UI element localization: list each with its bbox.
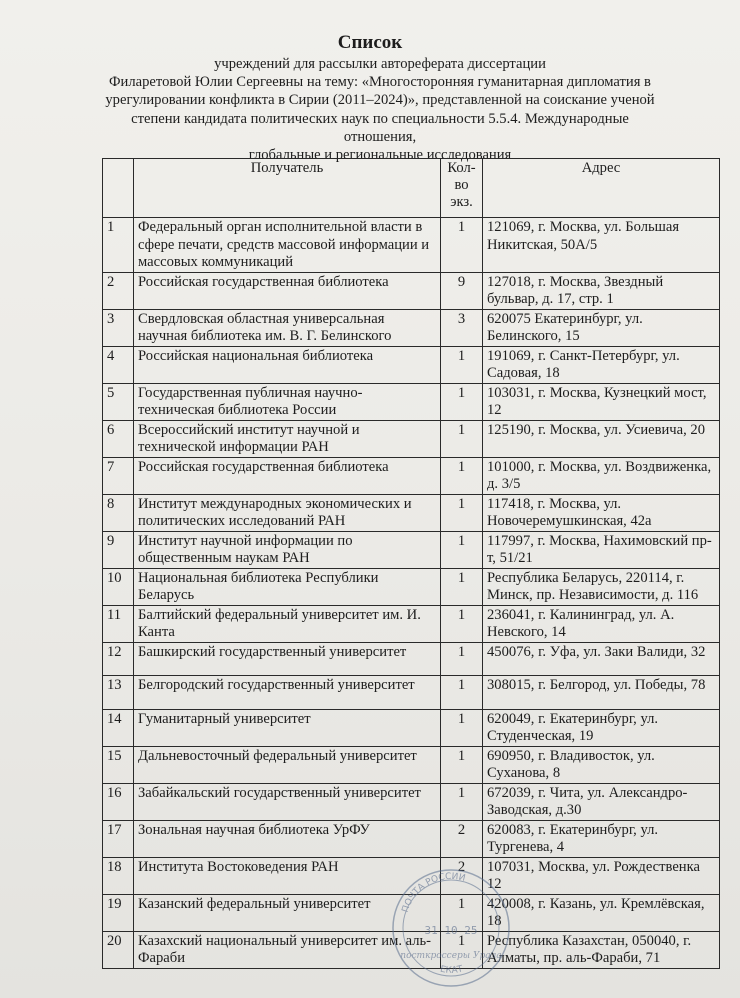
row-quantity: 2: [441, 820, 483, 857]
row-address: 690950, г. Владивосток, ул. Суханова, 8: [483, 746, 720, 783]
row-number: 12: [103, 642, 134, 676]
row-quantity: 1: [441, 457, 483, 494]
table-row: [103, 676, 720, 710]
row-address: 620049, г. Екатеринбург, ул. Студенческая, 19: [483, 709, 720, 746]
row-quantity: 1: [441, 931, 483, 968]
row-recipient: Белгородский государственный университет: [134, 676, 441, 710]
svg-text:ПОЧТА РОССИИ: [401, 872, 467, 914]
row-address: 121069, г. Москва, ул. Большая Никитская, 50А/5: [483, 218, 720, 273]
row-quantity: 1: [441, 494, 483, 531]
row-number: 18: [103, 857, 134, 894]
header-number: [103, 159, 134, 218]
row-quantity: 1: [441, 531, 483, 568]
row-recipient: Российская государственная библиотека: [134, 272, 441, 309]
table-row: [103, 746, 720, 783]
row-quantity: 1: [441, 420, 483, 457]
row-quantity: 1: [441, 346, 483, 383]
postal-stamp: [386, 862, 516, 992]
row-quantity: 9: [441, 272, 483, 309]
row-quantity: 1: [441, 676, 483, 710]
header-quantity: Кол-во экз.: [441, 159, 483, 218]
row-recipient: Государственная публичная научно-техническая библиотека России: [134, 383, 441, 420]
row-address: 117418, г. Москва, ул. Новочеремушкинская, 42а: [483, 494, 720, 531]
row-recipient: Федеральный орган исполнительной власти в сфере печати, средств массовой информации и массовых коммуникаций: [134, 218, 441, 273]
stamp-top-text: ПОЧТА РОССИИ: [400, 871, 467, 914]
row-number: 10: [103, 568, 134, 605]
row-recipient: Институт научной информации по общественным наукам РАН: [134, 531, 441, 568]
row-quantity: 2: [441, 857, 483, 894]
stamp-bottom-text: ЕКАТ: [439, 964, 464, 976]
row-recipient: Зональная научная библиотека УрФУ: [134, 820, 441, 857]
row-address: 101000, г. Москва, ул. Воздвиженка, д. 3/5: [483, 457, 720, 494]
table-row: [103, 309, 720, 346]
row-recipient: Дальневосточный федеральный университет: [134, 746, 441, 783]
row-number: 16: [103, 783, 134, 820]
document-subtitle: [100, 55, 660, 164]
table-row: [103, 568, 720, 605]
table-row: [103, 531, 720, 568]
row-recipient: Казанский федеральный университет: [134, 894, 441, 931]
row-recipient: Гуманитарный университет: [134, 709, 441, 746]
header-address: Адрес: [483, 159, 720, 218]
table-row: [103, 820, 720, 857]
row-address: 236041, г. Калининград, ул. А. Невского, 14: [483, 605, 720, 642]
row-address: Республика Казахстан, 050040, г. Алматы, пр. аль-Фараби, 71: [483, 931, 720, 968]
row-address: 125190, г. Москва, ул. Усиевича, 20: [483, 420, 720, 457]
row-quantity: 1: [441, 746, 483, 783]
row-address: 620075 Екатеринбург, ул. Белинского, 15: [483, 309, 720, 346]
row-recipient: Российская государственная библиотека: [134, 457, 441, 494]
row-recipient: Казахский национальный университет им. аль-Фараби: [134, 931, 441, 968]
subtitle-line: урегулировании конфликта в Сирии (2011–2024)», представленной на соискание ученой: [105, 92, 655, 109]
row-address: 450076, г. Уфа, ул. Заки Валиди, 32: [483, 642, 720, 676]
row-number: 20: [103, 931, 134, 968]
row-recipient: Национальная библиотека Республики Беларусь: [134, 568, 441, 605]
table-row: [103, 346, 720, 383]
row-address: 191069, г. Санкт-Петербург, ул. Садовая, 18: [483, 346, 720, 383]
row-number: 11: [103, 605, 134, 642]
subtitle-line: степени кандидата политических наук по специальности 5.5.4. Международные отношения,: [131, 110, 629, 145]
row-number: 17: [103, 820, 134, 857]
row-address: 107031, Москва, ул. Рождественка 12: [483, 857, 720, 894]
row-number: 7: [103, 457, 134, 494]
row-number: 19: [103, 894, 134, 931]
row-address: 127018, г. Москва, Звездный бульвар, д. 17, стр. 1: [483, 272, 720, 309]
row-quantity: 1: [441, 605, 483, 642]
row-address: 672039, г. Чита, ул. Александро-Заводская, д.30: [483, 783, 720, 820]
row-number: 3: [103, 309, 134, 346]
subtitle-line: учреждений для рассылки автореферата диссертации: [214, 56, 546, 72]
document-title: Список: [337, 32, 403, 53]
row-recipient: Всероссийский институт научной и технической информации РАН: [134, 420, 441, 457]
row-recipient: Института Востоковедения РАН: [134, 857, 441, 894]
recipients-table: [102, 158, 720, 969]
row-number: 15: [103, 746, 134, 783]
row-address: 308015, г. Белгород, ул. Победы, 78: [483, 676, 720, 710]
row-recipient: Свердловская областная универсальная научная библиотека им. В. Г. Белинского: [134, 309, 441, 346]
table-row: [103, 420, 720, 457]
row-number: 5: [103, 383, 134, 420]
subtitle-line: Филаретовой Юлии Сергеевны на тему: «Многосторонняя гуманитарная дипломатия в: [109, 74, 651, 91]
row-recipient: Институт международных экономических и политических исследований РАН: [134, 494, 441, 531]
table-header-row: [103, 159, 720, 218]
row-address: 420008, г. Казань, ул. Кремлёвская, 18: [483, 894, 720, 931]
table-row: [103, 457, 720, 494]
table-row: [103, 218, 720, 273]
row-address: 620083, г. Екатеринбург, ул. Тургенева, 4: [483, 820, 720, 857]
stamp-middle-text: посткроссеры Урала: [400, 951, 502, 961]
row-quantity: 1: [441, 894, 483, 931]
row-number: 1: [103, 218, 134, 273]
row-quantity: 1: [441, 642, 483, 676]
table-row: [103, 709, 720, 746]
table-row: [103, 494, 720, 531]
row-recipient: Башкирский государственный университет: [134, 642, 441, 676]
row-recipient: Балтийский федеральный университет им. И. Канта: [134, 605, 441, 642]
subtitle-line: глобальные и региональные исследования: [248, 147, 512, 164]
row-number: 13: [103, 676, 134, 710]
table-row: [103, 783, 720, 820]
row-number: 4: [103, 346, 134, 383]
row-address: 117997, г. Москва, Нахимовский пр-т, 51/21: [483, 531, 720, 568]
row-number: 9: [103, 531, 134, 568]
table-row: [103, 642, 720, 676]
row-number: 2: [103, 272, 134, 309]
header-recipient: Получатель: [134, 159, 441, 218]
row-quantity: 3: [441, 309, 483, 346]
row-recipient: Забайкальский государственный университет: [134, 783, 441, 820]
stamp-date: 31 10 25: [424, 924, 478, 937]
row-quantity: 1: [441, 783, 483, 820]
row-address: 103031, г. Москва, Кузнецкий мост, 12: [483, 383, 720, 420]
table-row: [103, 383, 720, 420]
table-body: [103, 218, 720, 969]
row-quantity: 1: [441, 383, 483, 420]
row-quantity: 1: [441, 218, 483, 273]
row-number: 14: [103, 709, 134, 746]
row-recipient: Российская национальная библиотека: [134, 346, 441, 383]
table-row: [103, 605, 720, 642]
row-quantity: 1: [441, 709, 483, 746]
row-number: 8: [103, 494, 134, 531]
svg-text:ЕКАТ: [439, 964, 464, 976]
row-quantity: 1: [441, 568, 483, 605]
table-row: [103, 272, 720, 309]
row-number: 6: [103, 420, 134, 457]
row-address: Республика Беларусь, 220114, г. Минск, пр. Независимости, д. 116: [483, 568, 720, 605]
